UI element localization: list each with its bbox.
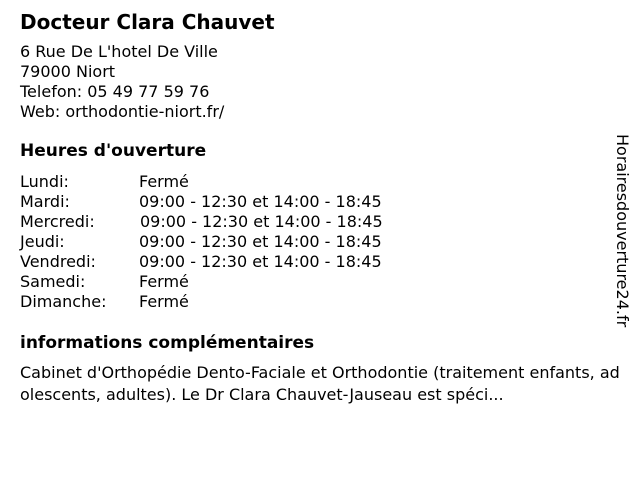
hours-value: Fermé (139, 272, 189, 291)
hours-row-lundi (20, 172, 600, 192)
website-link[interactable]: orthodontie-niort.fr/ (65, 102, 225, 121)
business-card (20, 0, 620, 406)
hours-value: 09:00 - 12:30 et 14:00 - 18:45 (139, 252, 382, 271)
hours-row-vendredi (20, 252, 600, 272)
hours-value: 09:00 - 12:30 et 14:00 - 18:45 (139, 192, 382, 211)
website-label: Web: (20, 102, 61, 121)
day-label: Mercredi: (20, 212, 95, 231)
hours-row-mercredi (20, 212, 600, 232)
hours-row-samedi (20, 272, 600, 292)
city-postal: 79000 Niort (20, 62, 116, 81)
hours-row-jeudi (20, 232, 600, 252)
info-description: Cabinet d'Orthopédie Dento-Faciale et Orthodontie (traitement enfants, adolescents, adultes). Le Dr Clara Chauvet-Jauseau est spéci... (20, 363, 620, 404)
hours-row-dimanche (20, 292, 600, 312)
hours-heading: Heures d'ouverture (20, 141, 207, 161)
hours-value: 09:00 - 12:30 et 14:00 - 18:45 (140, 212, 383, 231)
day-label: Mardi: (20, 192, 70, 211)
hours-value: Fermé (139, 292, 189, 311)
address-block (20, 42, 600, 122)
day-label: Jeudi: (20, 232, 65, 251)
hours-row-mardi (20, 192, 600, 212)
hours-value: 09:00 - 12:30 et 14:00 - 18:45 (139, 232, 382, 251)
site-watermark: Horairesdouverture24.fr (613, 134, 632, 328)
day-label: Vendredi: (20, 252, 96, 271)
day-label: Samedi: (20, 272, 86, 291)
street-address: 6 Rue De L'hotel De Ville (20, 42, 218, 61)
hours-value: Fermé (139, 172, 189, 191)
day-label: Dimanche: (20, 292, 107, 311)
website-line (20, 102, 600, 122)
opening-hours-table (20, 172, 600, 312)
phone-number: Telefon: 05 49 77 59 76 (20, 82, 210, 101)
day-label: Lundi: (20, 172, 69, 191)
page-title: Docteur Clara Chauvet (20, 10, 275, 34)
info-heading: informations complémentaires (20, 333, 315, 353)
